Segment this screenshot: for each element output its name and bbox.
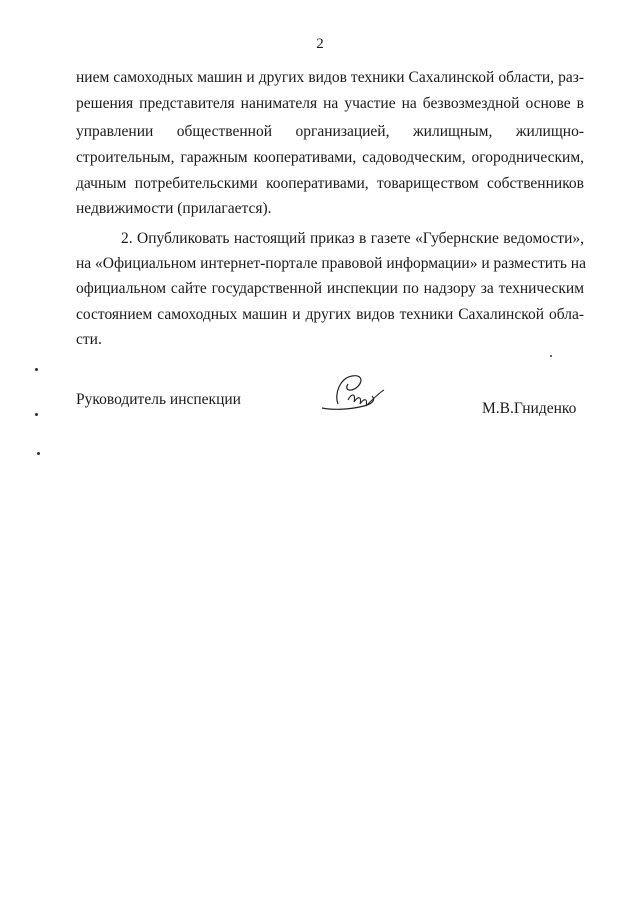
text-line: дачным потребительскими кооперативами, товариществом собственников [76, 175, 584, 192]
signatory-title: Руководитель инспекции [76, 391, 241, 408]
handwritten-signature [318, 370, 390, 416]
scan-speck [35, 413, 38, 416]
scan-speck [550, 355, 552, 357]
text-line: на «Официальном интернет-портале правовой информации» и разместить на [76, 255, 586, 272]
text-line: нием самоходных машин и других видов техники Сахалинской области, раз- [76, 69, 584, 86]
text-line: состоянием самоходных машин и других видов техники Сахалинской обла- [76, 306, 584, 323]
text-line: решения представителя нанимателя на участие на безвозмездной основе в [76, 95, 584, 112]
signatory-name: М.В.Гниденко [482, 400, 577, 417]
text-line: сти. [76, 331, 102, 348]
text-line: официальном сайте государственной инспекции по надзору за техническим [76, 280, 584, 297]
scan-speck [37, 452, 40, 455]
text-line: недвижимости (прилагается). [76, 200, 272, 217]
text-line: строительным, гаражным кооперативами, садоводческим, огородническим, [76, 149, 584, 166]
text-line: управлении общественной организацией, жилищным, жилищно- [76, 123, 584, 140]
scan-speck [35, 368, 38, 371]
text-line: 2. Опубликовать настоящий приказ в газете «Губернские ведомости», [121, 230, 584, 247]
page-number: 2 [316, 36, 324, 52]
